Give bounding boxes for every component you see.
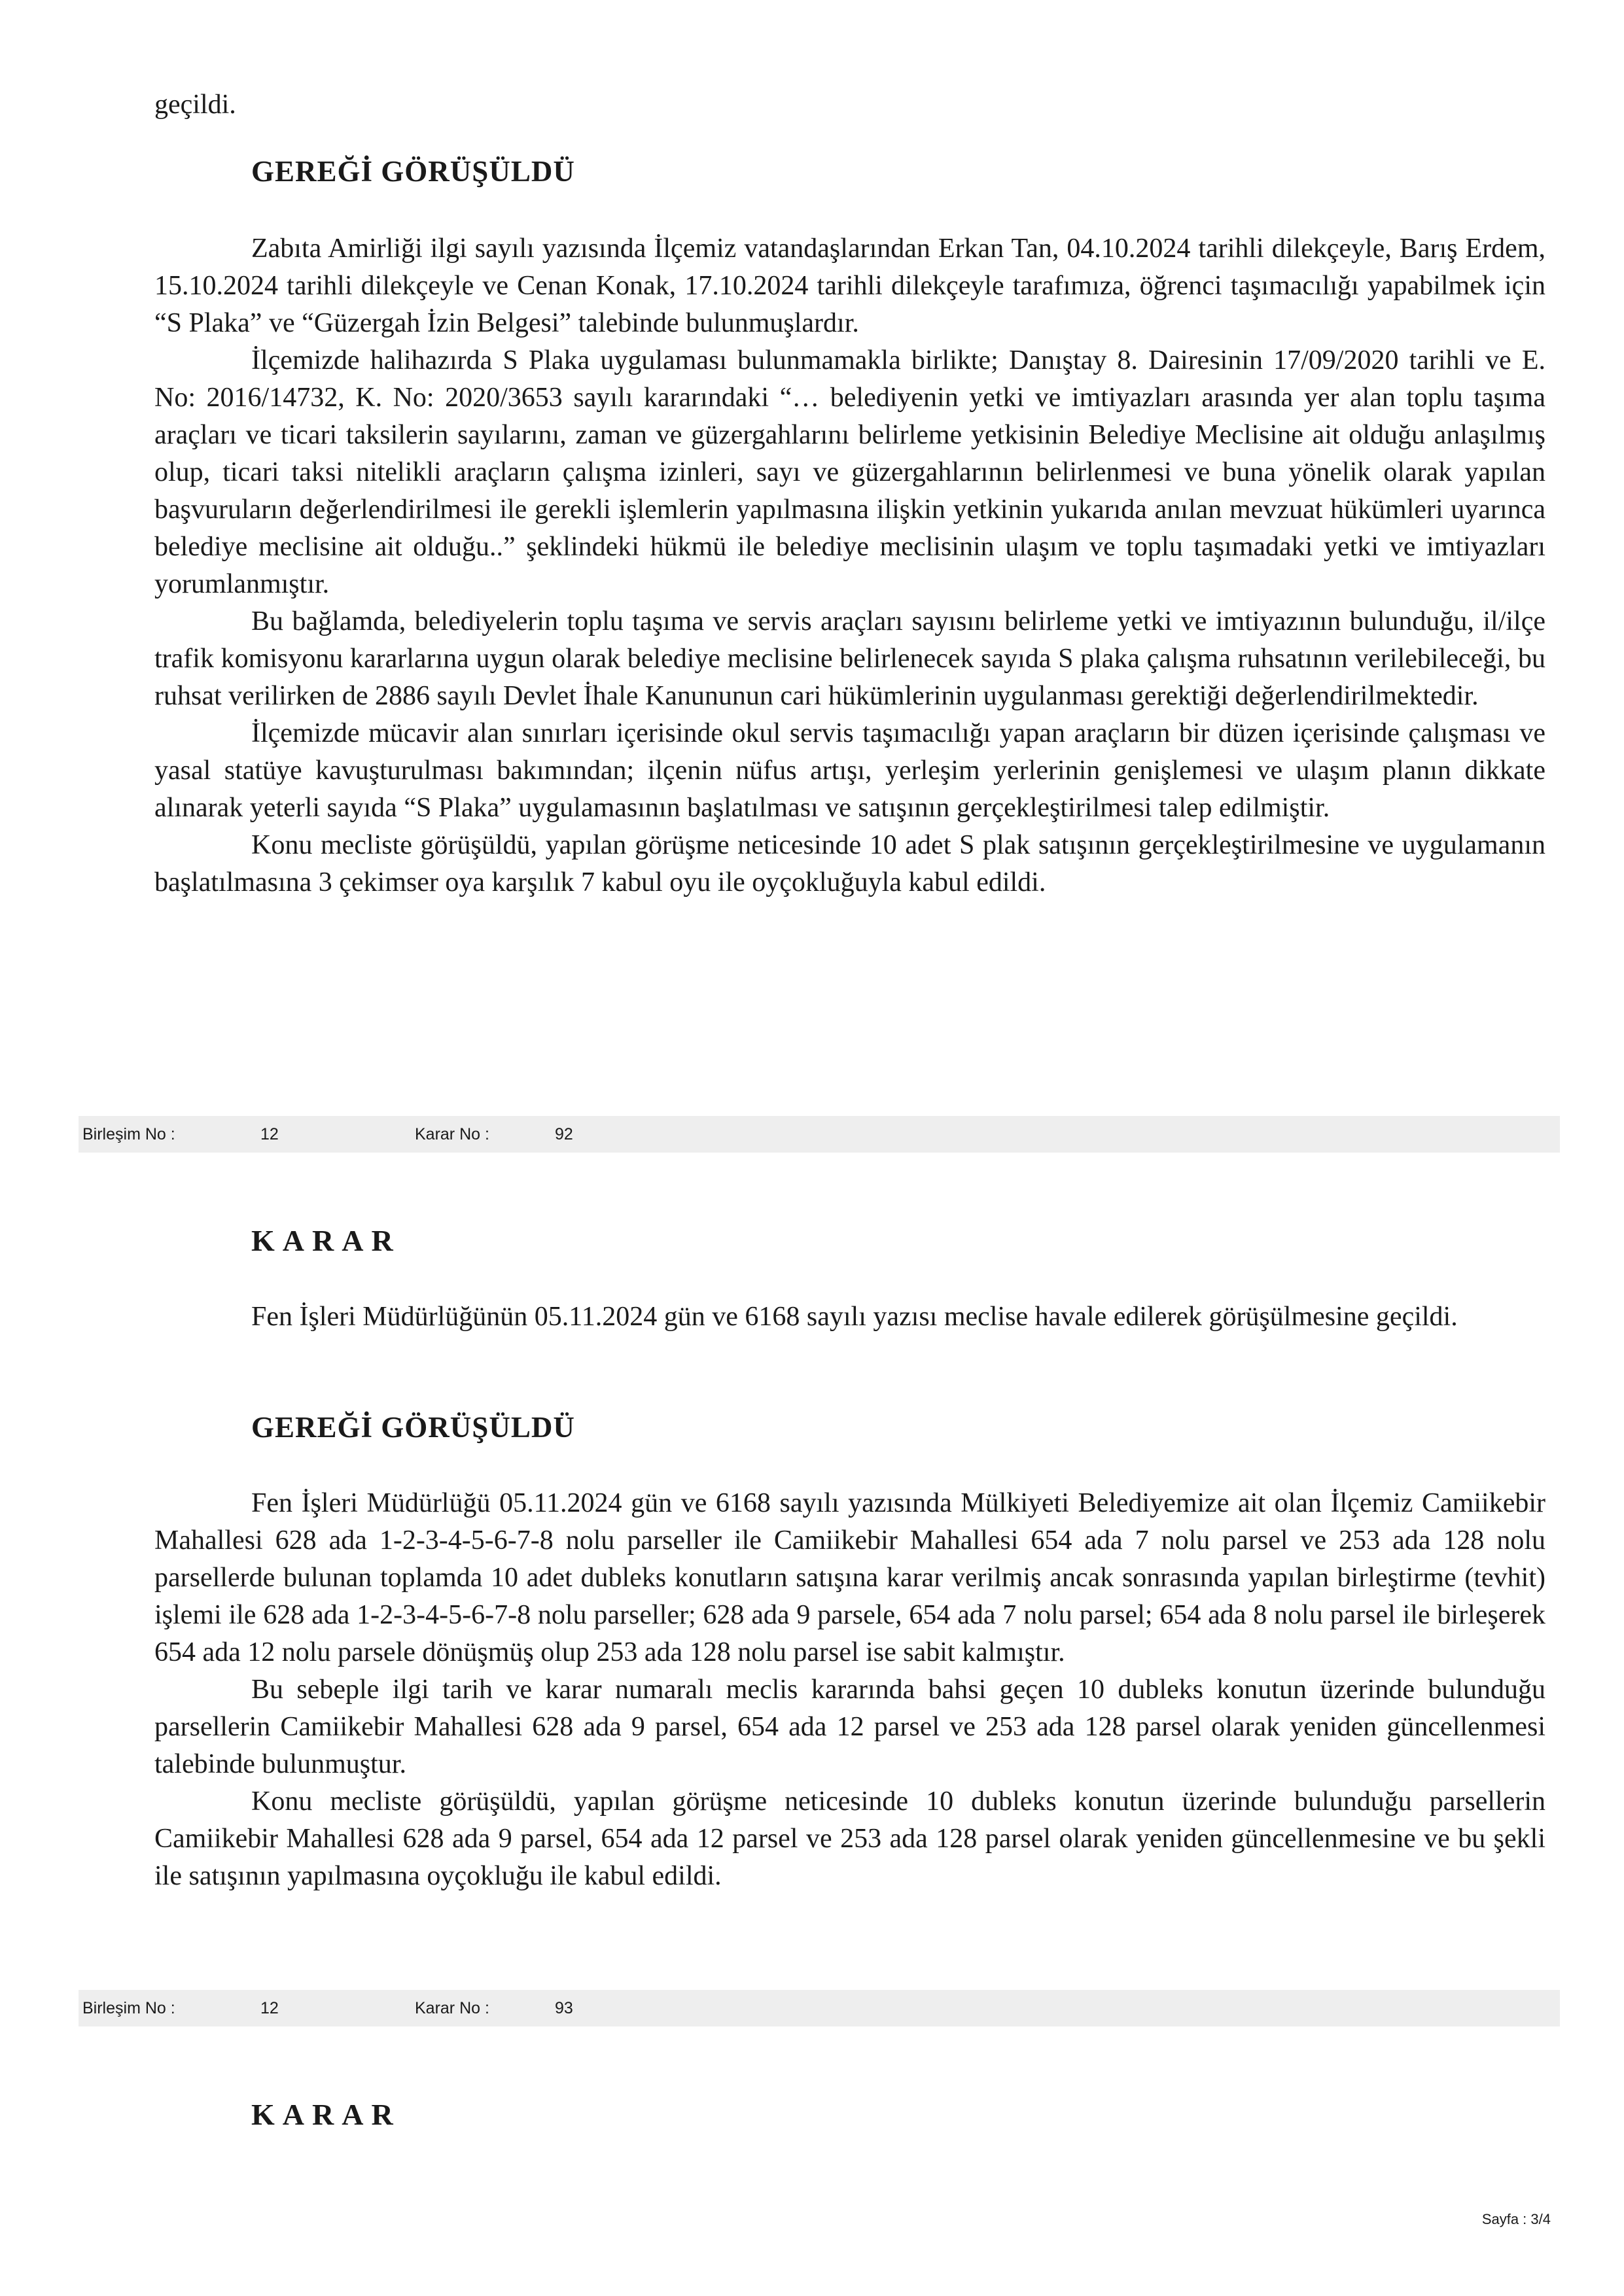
decision-number-value: 93: [555, 1999, 573, 2017]
decision-number-label: Karar No :: [415, 1125, 489, 1143]
session-number-label: Birleşim No :: [82, 1125, 175, 1143]
section-heading: GEREĞİ GÖRÜŞÜLDÜ: [251, 1411, 575, 1444]
section-heading: GEREĞİ GÖRÜŞÜLDÜ: [251, 155, 575, 188]
decision-paragraph: Fen İşleri Müdürlüğünün 05.11.2024 gün ve 6168 sayılı yazısı meclise havale edilerek görüşülmesine geçildi.: [251, 1302, 1458, 1332]
page-number: Sayfa : 3/4: [1481, 2211, 1551, 2227]
section-body: [154, 1485, 1545, 1895]
session-info-bar: [79, 1116, 1560, 1153]
decision-number-label: Karar No :: [415, 1999, 489, 2017]
decision-heading: KARAR: [251, 2098, 401, 2131]
session-number-label: Birleşim No :: [82, 1999, 175, 2017]
paragraph: Konu mecliste görüşüldü, yapılan görüşme neticesinde 10 dubleks konutun üzerinde bulunduğu parsellerin Camiikebir Mahallesi 628 ada 9 parsel, 654 ada 12 parsel ve 253 ada 128 parsel olarak yeniden güncellenmesine ve bu şekli ile satışının yapılmasına oyçokluğu ile kabul edildi.: [154, 1786, 1545, 1891]
paragraph: Konu mecliste görüşüldü, yapılan görüşme neticesinde 10 adet S plak satışının gerçekleştirilmesine ve uygulamanın başlatılmasına 3 çekimser oya karşılık 7 kabul oyu ile oyçokluğuyla kabul edildi.: [154, 830, 1545, 897]
decision-number-value: 92: [555, 1125, 573, 1143]
session-number-value: 12: [260, 1125, 279, 1143]
decision-heading: KARAR: [251, 1224, 401, 1257]
session-number-value: 12: [260, 1999, 279, 2017]
paragraph: Bu bağlamda, belediyelerin toplu taşıma ve servis araçları sayısını belirleme yetki ve imtiyazının bulunduğu, il/ilçe trafik komisyonu kararlarına uygun olarak belediye meclisine belirlenecek sayıda S plaka çalışma ruhsatının verilebileceği, bu ruhsat verilirken de 2886 sayılı Devlet İhale Kanununun cari hükümlerinin uygulanması gerektiği değerlendirilmektedir.: [154, 606, 1545, 711]
paragraph: Fen İşleri Müdürlüğü 05.11.2024 gün ve 6168 sayılı yazısında Mülkiyeti Belediyemize ait olan İlçemiz Camiikebir Mahallesi 628 ada 1-2-3-4-5-6-7-8 nolu parseller ile Camiikebir Mahallesi 654 ada 7 nolu parsel ve 253 ada 128 nolu parsellerde bulunan toplamda 10 adet dubleks konutların satışına karar verilmiş ancak sonrasında yapılan birleştirme (tevhit) işlemi ile 628 ada 1-2-3-4-5-6-7-8 nolu parseller; 628 ada 9 parsele, 654 ada 7 nolu parsel; 654 ada 8 nolu parsel ile birleşerek 654 ada 12 nolu parsele dönüşmüş olup 253 ada 128 nolu parsel ise sabit kalmıştır.: [154, 1488, 1545, 1667]
paragraph: Bu sebeple ilgi tarih ve karar numaralı meclis kararında bahsi geçen 10 dubleks konutun üzerinde bulunduğu parsellerin Camiikebir Mahallesi 628 ada 9 parsel, 654 ada 12 parsel ve 253 ada 128 parsel olarak yeniden güncellenmesi talebinde bulunmuştur.: [154, 1675, 1545, 1779]
section-body: [154, 230, 1545, 901]
paragraph: Zabıta Amirliği ilgi sayılı yazısında İlçemiz vatandaşlarından Erkan Tan, 04.10.2024 tarihli dilekçeyle, Barış Erdem, 15.10.2024 tarihli dilekçeyle ve Cenan Konak, 17.10.2024 tarihli dilekçeyle tarafımıza, öğrenci taşımacılığı yapabilmek için “S Plaka” ve “Güzergah İzin Belgesi” talebinde bulunmuşlardır.: [154, 234, 1545, 338]
paragraph: İlçemizde mücavir alan sınırları içerisinde okul servis taşımacılığı yapan araçların bir düzen içerisinde çalışması ve yasal statüye kavuşturulması bakımından; ilçenin nüfus artışı, yerleşim yerlerinin genişlemesi ve ulaşım planın dikkate alınarak yeterli sayıda “S Plaka” uygulamasının başlatılması ve satışının gerçekleştirilmesi talep edilmiştir.: [154, 718, 1545, 823]
paragraph: İlçemizde halihazırda S Plaka uygulaması bulunmamakla birlikte; Danıştay 8. Dairesinin 17/09/2020 tarihli ve E. No: 2016/14732, K. No: 2020/3653 sayılı kararındaki “… belediyenin yetki ve imtiyazları arasında yer alan toplu taşıma araçları ve ticari taksilerin sayılarını, zaman ve güzergahlarını belirleme yetkisinin Belediye Meclisine ait olduğu anlaşılmış olup, ticari taksi nitelikli araçların çalışma izinleri, sayı ve güzergahlarının belirlenmesi ve buna yönelik olarak yapılan başvuruların değerlendirilmesi ile gerekli işlemlerin yapılmasına ilişkin yetkinin yukarıda anılan mevzuat hükümleri uyarınca belediye meclisine ait olduğu..” şeklindeki hükmü ile belediye meclisinin ulaşım ve toplu taşımadaki yetki ve imtiyazları yorumlanmıştır.: [154, 345, 1545, 599]
intro-line: geçildi.: [154, 90, 236, 120]
session-info-bar: [79, 1990, 1560, 2026]
